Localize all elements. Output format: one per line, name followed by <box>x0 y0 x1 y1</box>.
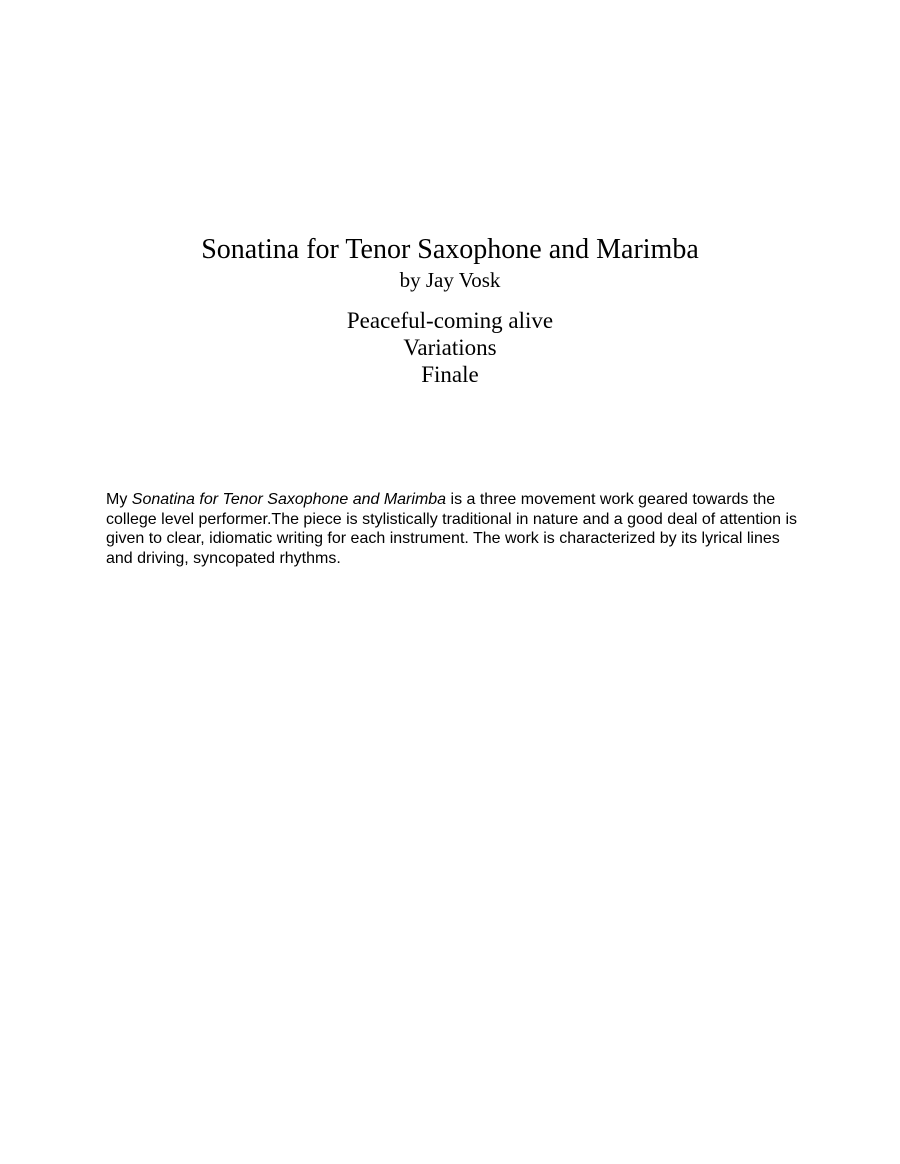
document-title: Sonatina for Tenor Saxophone and Marimba <box>201 234 699 265</box>
movement-item: Variations <box>403 335 497 360</box>
program-note-work-title: Sonatina for Tenor Saxophone and Marimba <box>131 491 447 508</box>
program-note-prefix: My <box>106 491 132 508</box>
movement-list <box>0 307 900 388</box>
movement-item: Finale <box>421 362 479 387</box>
program-note-body: is a three movement work geared towards the college level performer.The piece is stylistically traditional in nature and a good deal of attention is given to clear, idiomatic writing for each instrument. The work is characterized by its lyrical lines and driving, syncopated rhythms. <box>106 491 798 567</box>
movement-item: Peaceful-coming alive <box>346 308 554 333</box>
title-block <box>0 232 900 292</box>
composer-byline: by Jay Vosk <box>399 268 501 292</box>
program-note <box>106 490 798 568</box>
